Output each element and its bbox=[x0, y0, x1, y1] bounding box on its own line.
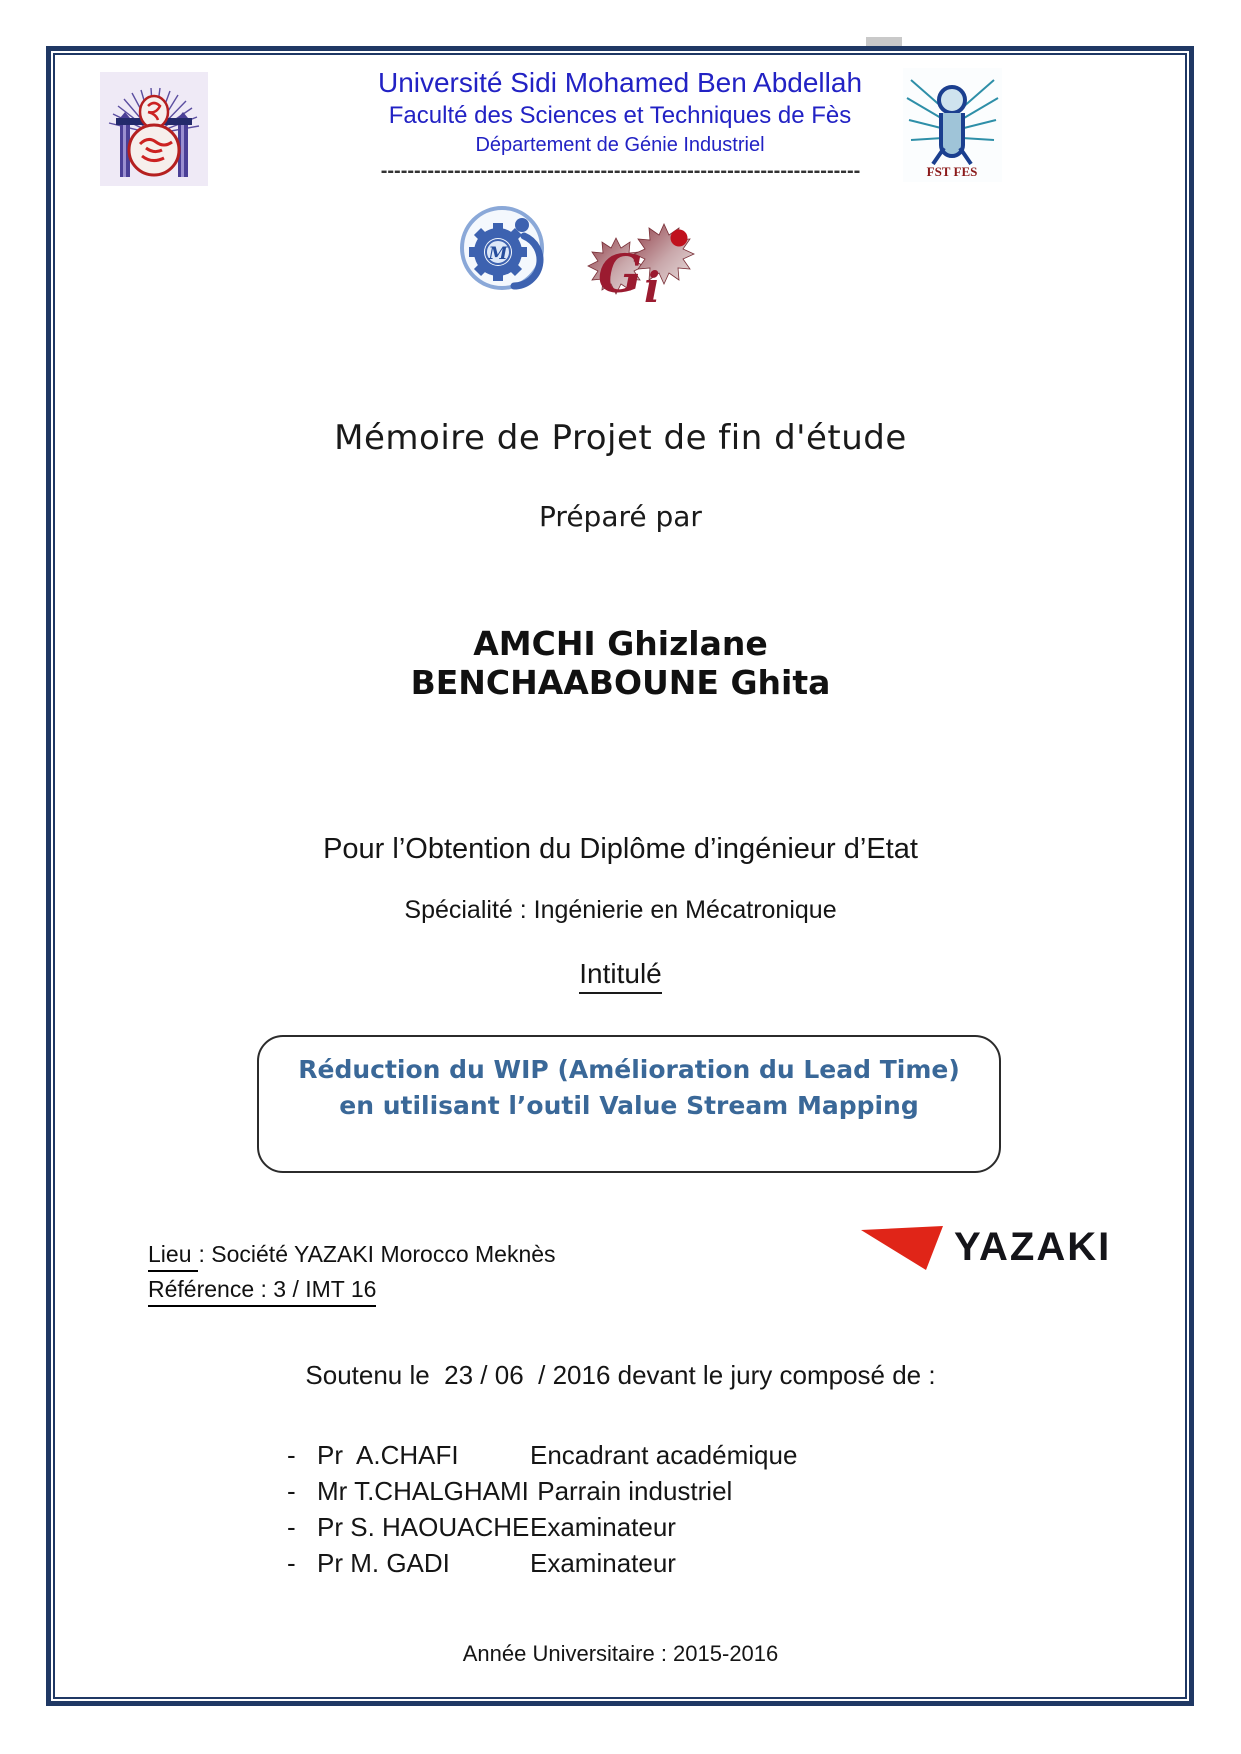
prepared-by-label: Préparé par bbox=[539, 500, 702, 533]
dashed-divider: ------------------------------------------------------------------------ bbox=[380, 160, 861, 182]
jury-member-name: Pr S. HAOUACHE bbox=[317, 1512, 530, 1542]
jury-row bbox=[287, 1438, 797, 1474]
jury-bullet: - bbox=[287, 1476, 296, 1506]
yazaki-logo bbox=[860, 1222, 1111, 1272]
defense-intro: Soutenu le 23 / 06 / 2016 devant le jury composé de : bbox=[305, 1360, 936, 1390]
jury-row bbox=[287, 1546, 797, 1582]
jury-bullet: - bbox=[287, 1548, 296, 1578]
project-title-box bbox=[257, 1035, 1001, 1173]
intitule-text: Intitulé bbox=[579, 958, 662, 994]
header-text-block bbox=[230, 66, 1010, 159]
yazaki-wordmark: YAZAKI bbox=[954, 1224, 1112, 1269]
jury-bullet: - bbox=[287, 1440, 296, 1470]
genie-industriel-logo-icon bbox=[584, 216, 696, 312]
department-name: Département de Génie Industriel bbox=[475, 134, 765, 156]
fst-fes-caption: FST FES bbox=[926, 164, 978, 179]
jury-member-role: Examinateur bbox=[530, 1548, 676, 1578]
project-title-line-1: Réduction du WIP (Amélioration du Lead Time) bbox=[298, 1055, 960, 1084]
gi-letter-g: G bbox=[598, 244, 643, 305]
jury-member-role: Parrain industriel bbox=[530, 1476, 733, 1506]
jury-row bbox=[287, 1510, 797, 1546]
gi-letter-i: i bbox=[644, 263, 660, 312]
jury-member-name: Mr T.CHALGHAMI bbox=[317, 1476, 529, 1506]
jury-member-name: Pr M. GADI bbox=[317, 1548, 450, 1578]
yazaki-arrow-icon bbox=[860, 1223, 944, 1271]
reference-line bbox=[148, 1276, 376, 1307]
jury-list bbox=[287, 1438, 797, 1582]
document-type-title: Mémoire de Projet de fin d'étude bbox=[334, 418, 907, 458]
authors-block bbox=[56, 624, 1185, 702]
specialty-line: Spécialité : Ingénierie en Mécatronique bbox=[404, 896, 837, 924]
jury-row bbox=[287, 1474, 797, 1510]
jury-member-role: Examinateur bbox=[530, 1512, 676, 1542]
faculty-name: Faculté des Sciences et Techniques de Fès bbox=[388, 102, 852, 129]
reference-text: Référence : 3 / IMT 16 bbox=[148, 1276, 376, 1307]
lieu-line bbox=[148, 1241, 556, 1272]
intitule-label bbox=[56, 958, 1185, 990]
gear-monogram: M bbox=[488, 244, 508, 264]
project-title-line-2: en utilisant l’outil Value Stream Mapping bbox=[339, 1091, 919, 1120]
lieu-value: : Société YAZAKI Morocco Meknès bbox=[198, 1241, 556, 1267]
author-name-2: BENCHAABOUNE Ghita bbox=[410, 663, 831, 702]
university-name: Université Sidi Mohamed Ben Abdellah bbox=[377, 67, 863, 98]
author-name-1: AMCHI Ghizlane bbox=[473, 624, 768, 663]
gi-dot-icon bbox=[671, 230, 688, 247]
academic-year: Année Universitaire : 2015-2016 bbox=[462, 1641, 779, 1666]
jury-bullet: - bbox=[287, 1512, 296, 1542]
jury-member-role: Encadrant académique bbox=[530, 1440, 798, 1470]
degree-line: Pour l’Obtention du Diplôme d’ingénieur d’Etat bbox=[323, 833, 918, 865]
lieu-label: Lieu bbox=[148, 1241, 198, 1272]
jury-member-name: Pr A.CHAFI bbox=[317, 1440, 459, 1470]
mechatronics-gear-logo-icon bbox=[458, 202, 546, 294]
